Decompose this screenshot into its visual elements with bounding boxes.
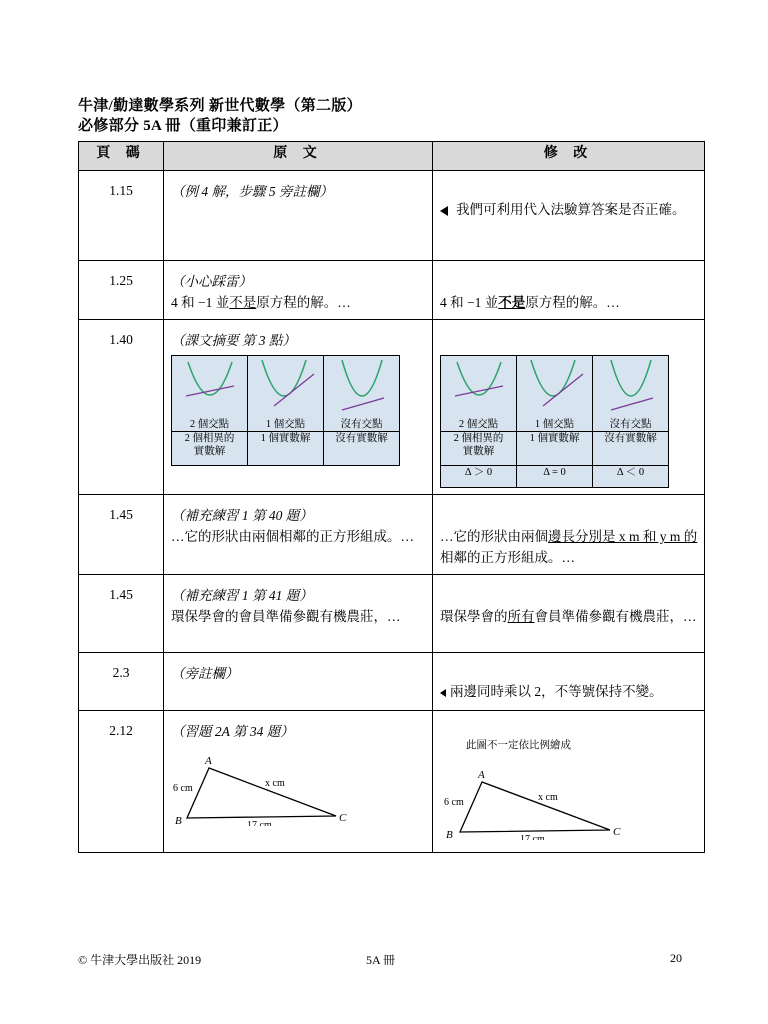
graph-two-intersections: 2 個交點	[441, 356, 517, 432]
correction-text: 環保學會的所有會員準備參觀有機農莊，…	[440, 609, 697, 624]
table-header-row	[79, 142, 705, 171]
svg-text:17 cm: 17 cm	[247, 820, 272, 826]
roots-label: 1 個實數解	[248, 432, 324, 466]
original-cell	[164, 653, 433, 711]
margin-note-marker-icon	[440, 206, 448, 216]
svg-text:x cm: x cm	[538, 792, 558, 803]
summary-graph-table	[171, 355, 400, 466]
svg-text:C: C	[613, 826, 621, 838]
svg-text:B: B	[446, 829, 453, 840]
reference-label: （補充練習 1 第 40 題）	[171, 508, 313, 523]
scale-note: 此圖不一定依比例繪成	[466, 739, 571, 751]
roots-label: 2 個相異的 實數解	[441, 432, 517, 466]
discriminant-label: Δ ＜ 0	[593, 466, 669, 488]
roots-label: 沒有實數解	[593, 432, 669, 466]
graph-two-intersections: 2 個交點	[172, 356, 248, 432]
svg-text:6 cm: 6 cm	[173, 783, 193, 794]
svg-text:6 cm: 6 cm	[444, 797, 464, 808]
reference-label: （例 4 解，步驟 5 旁註欄）	[171, 184, 333, 199]
svg-text:x cm: x cm	[265, 778, 285, 789]
col-original-header: 原 文	[164, 142, 433, 171]
doc-subtitle: 必修部分 5A 冊（重印兼訂正）	[78, 118, 288, 134]
table-row	[79, 320, 705, 495]
correction-cell	[433, 171, 705, 261]
correction-cell	[433, 261, 705, 320]
roots-label: 沒有實數解	[324, 432, 400, 466]
original-cell	[164, 495, 433, 575]
table-row	[79, 261, 705, 320]
svg-text:C: C	[339, 812, 347, 824]
svg-text:17 cm: 17 cm	[520, 834, 545, 840]
page-cell: 1.40	[79, 320, 164, 495]
page-cell: 1.45	[79, 575, 164, 653]
page-cell: 2.3	[79, 653, 164, 711]
correction-cell	[433, 495, 705, 575]
graph-one-intersection: 1 個交點	[517, 356, 593, 432]
graph-no-intersection: 沒有交點	[324, 356, 400, 432]
reference-label: （課文摘要 第 3 點）	[171, 333, 296, 348]
margin-note-marker-icon	[440, 689, 446, 697]
footer-publisher: © 牛津大學出版社 2019	[78, 953, 202, 967]
correction-text: 兩邊同時乘以 2，不等號保持不變。	[440, 681, 698, 702]
original-text: 4 和 −1 並不是原方程的解。…	[171, 295, 351, 310]
table-row	[79, 171, 705, 261]
footer-book: 5A 冊	[366, 953, 396, 967]
graph-one-intersection: 1 個交點	[248, 356, 324, 432]
correction-text: 4 和 −1 並不是原方程的解。…	[440, 295, 620, 310]
discriminant-label: Δ ＞ 0	[441, 466, 517, 488]
table-row	[79, 653, 705, 711]
svg-text:A: A	[205, 755, 212, 767]
errata-table	[78, 141, 705, 853]
summary-graph-table	[440, 355, 669, 488]
page-cell: 1.25	[79, 261, 164, 320]
page-cell: 1.45	[79, 495, 164, 575]
roots-label: 2 個相異的 實數解	[172, 432, 248, 466]
reference-label: （旁註欄）	[171, 666, 239, 681]
correction-text: 我們可利用代入法驗算答案是否正確。	[440, 199, 698, 220]
original-cell	[164, 261, 433, 320]
svg-text:B: B	[175, 815, 182, 826]
original-cell	[164, 711, 433, 853]
original-cell	[164, 575, 433, 653]
triangle-figure	[440, 762, 640, 840]
original-cell	[164, 171, 433, 261]
triangle-figure	[171, 748, 371, 826]
col-correction-header: 修 改	[433, 142, 705, 171]
doc-title: 牛津/勤達數學系列 新世代數學（第二版）	[78, 98, 362, 114]
correction-cell	[433, 575, 705, 653]
table-row	[79, 575, 705, 653]
discriminant-label: Δ = 0	[517, 466, 593, 488]
correction-cell	[433, 711, 705, 853]
correction-text: …它的形狀由兩個邊長分別是 x m 和 y m 的相鄰的正方形組成。…	[440, 529, 698, 565]
table-row	[79, 711, 705, 853]
footer-page-number: 20	[670, 951, 682, 965]
page-cell: 2.12	[79, 711, 164, 853]
original-text: …它的形狀由兩個相鄰的正方形組成。…	[171, 529, 414, 544]
reference-label: （補充練習 1 第 41 題）	[171, 588, 313, 603]
page-cell: 1.15	[79, 171, 164, 261]
reference-label: （習題 2A 第 34 題）	[171, 724, 294, 739]
original-text: 環保學會的會員準備參觀有機農莊，…	[171, 609, 401, 624]
correction-cell	[433, 320, 705, 495]
reference-label: （小心踩雷）	[171, 274, 252, 289]
table-row	[79, 495, 705, 575]
svg-text:A: A	[478, 769, 485, 781]
original-cell	[164, 320, 433, 495]
col-page-header: 頁 碼	[79, 142, 164, 171]
roots-label: 1 個實數解	[517, 432, 593, 466]
correction-cell	[433, 653, 705, 711]
graph-no-intersection: 沒有交點	[593, 356, 669, 432]
